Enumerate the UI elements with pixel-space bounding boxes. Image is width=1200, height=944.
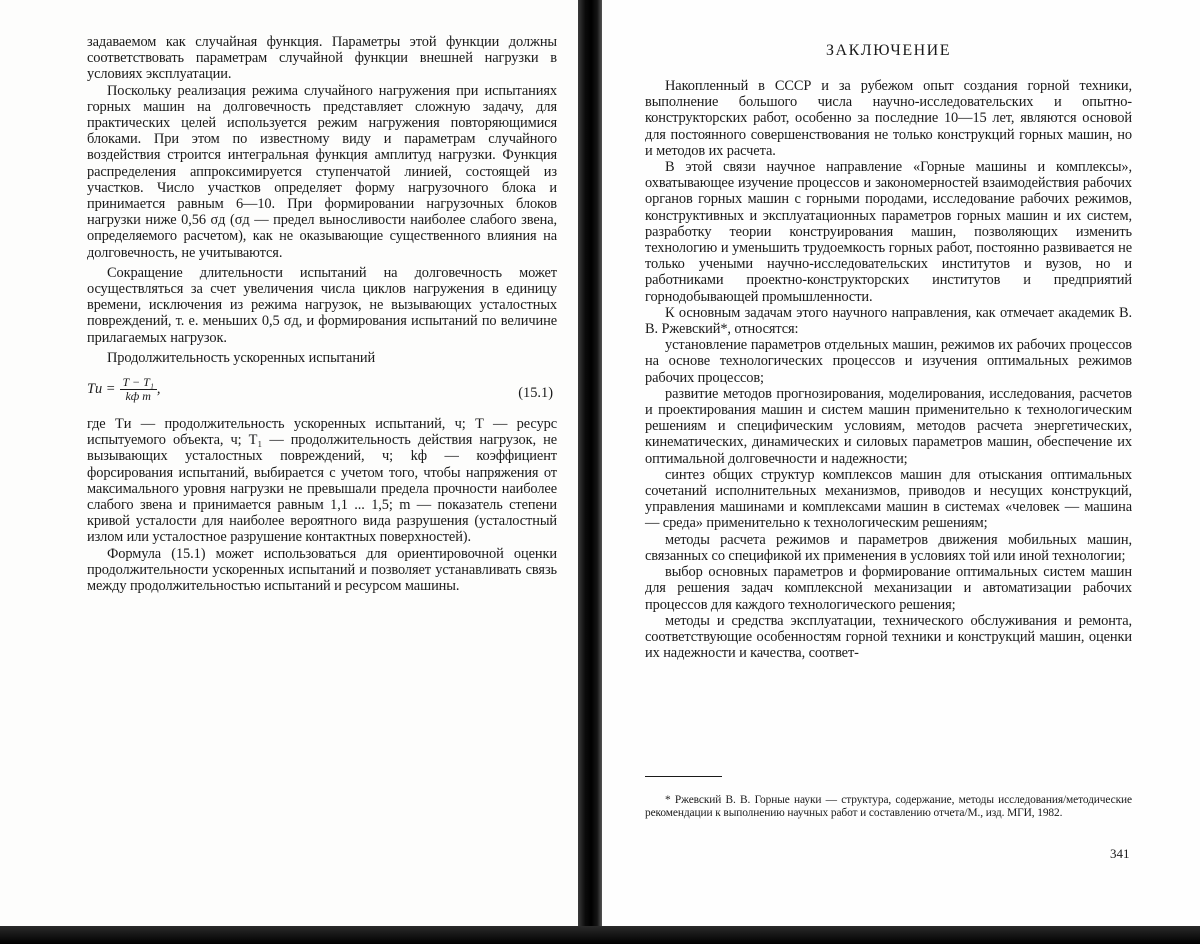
- formula-denominator: kф m: [125, 389, 151, 404]
- formula-intro: Продолжительность ускоренных испытаний: [107, 349, 376, 366]
- task-item-1: установление параметров отдельных машин, режимов их рабочих процессов на основе технологических процессов и изучения оптимальных режимов рабочих процессов;: [645, 337, 1132, 386]
- task-item-3: синтез общих структур комплексов машин для отыскания оптимальных сочетаний исполнительных механизмов, приводов и несущих конструкций, управления машинами и комплексами машин в системах «человек — машина — среда» применительно к технологическим решениям;: [645, 466, 1132, 532]
- formula-block: [87, 372, 557, 412]
- task-item-5: выбор основных параметров и формирование оптимальных систем машин для решения задач комплексной механизации и автоматизации рабочих процессов для каждого технологического решения;: [645, 564, 1132, 613]
- formula: [87, 376, 161, 403]
- left-paragraph-1: задаваемом как случайная функция. Параметры этой функции должны соответствовать параметрам случайной функции внешней нагрузки в условиях эксплуатации.: [87, 34, 557, 83]
- left-paragraph-4: где Tи — продолжительность ускоренных испытаний, ч; T — ресурс испытуемого объекта, ч; T₁ — продолжительность действия нагрузок, не вызывающих усталостных повреждений, ч; kф — коэффициент форсирования испытаний, выбирается с учетом того, чтобы напряжения от максимального уровня нагрузки не превышали предела прочности наиболее слабого звена и принимается равным 1,1 ... 1,5; m — показатель степени кривой усталости для наиболее вероятного вида разрушения (усталостный излом или усталостное разрушение контактных поверхностей).: [87, 416, 557, 546]
- task-item-2: развитие методов прогнозирования, моделирования, исследования, расчетов и проектирования машин и систем машин применительно к технологическим решениям и специфическим условиям, методов расчета энергетических, кинематических, динамических и силовых параметров машин, обеспечение их оптимальной долговечности и надежности;: [645, 385, 1132, 467]
- formula-number: (15.1): [518, 385, 553, 402]
- formula-fraction: [120, 376, 157, 403]
- task-item-4: методы расчета режимов и параметров движения мобильных машин, связанных со спецификой их применения в условиях той или иной технологии;: [645, 531, 1132, 564]
- left-text-column: [87, 34, 557, 594]
- left-paragraph-5: Формула (15.1) может использоваться для ориентировочной оценки продолжительности ускоренных испытаний и позволяет устанавливать связь между продолжительностью испытаний и ресурсом машины.: [87, 545, 557, 595]
- right-paragraph-2: В этой связи научное направление «Горные машины и комплексы», охватывающее изучение процессов и закономерностей взаимодействия рабочих органов горных машин с горными породами, исследование рабочих режимов, конструктивных и эксплуатационных параметров горных машин и их систем, разработку теории конструирования машин, позволяющих изменить технологию и уменьшить трудоемкость горных работ, постоянно развивается не только учеными научно-исследовательских институтов и вузов, но и работниками проектно-конструкторских институтов и предприятий горнодобывающей промышленности.: [645, 159, 1132, 305]
- left-paragraph-2: Поскольку реализация режима случайного нагружения при испытаниях горных машин на долговечность представляет сложную задачу, для практических целей используется режим нагружения повторяющимися блоками. При этом по известному виду и параметрам случайного воздействия строится интегральная функция амплитуд нагрузки. Функция распределения аппроксимируется ступенчатой линией, состоящей из участков. Число участков определяет форму нагрузочного блока и принимается равным 6—10. При формировании нагрузочных блоков нагрузки ниже 0,56 σд (σд — предел выносливости наиболее слабого звена, определяемого расчетом), как не оказывающие существенного влияния на долговечность, не учитываются.: [87, 82, 557, 261]
- footnote-rule: [645, 776, 722, 777]
- section-title: ЗАКЛЮЧЕНИЕ: [826, 42, 951, 59]
- task-item-6: методы и средства эксплуатации, технического обслуживания и ремонта, соответствующие особенностям горной техники и конструкций машин, оценки их надежности и качества, соответ-: [645, 612, 1132, 662]
- footnote: * Ржевский В. В. Горные науки — структура, содержание, методы исследования/методические рекомендации к выполнению научных работ и составлению отчета/М., изд. МГИ, 1982.: [645, 794, 1132, 820]
- formula-lhs: Tи =: [87, 381, 116, 398]
- right-paragraph-1: Накопленный в СССР и за рубежом опыт создания горной техники, выполнение большого числа научно-исследовательских и опытно-конструкторских работ, особенно за последние 10—15 лет, являются основой для постоянного совершенствования не только конструкций горных машин, но и методов их расчета.: [645, 78, 1132, 159]
- scan-bottom-edge: [0, 926, 1200, 944]
- formula-tail: ,: [156, 381, 161, 398]
- right-paragraph-3: К основным задачам этого научного направления, как отмечает академик В. В. Ржевский*, относятся:: [645, 304, 1132, 338]
- book-spine-shadow: [578, 0, 602, 944]
- formula-numerator: T − T₁: [120, 376, 157, 390]
- left-page: [0, 0, 588, 930]
- left-paragraph-3: Сокращение длительности испытаний на долговечность может осуществляться за счет увеличения числа циклов нагружения в единицу времени, исключения из режима нагрузок, не вызывающих усталостных повреждений, т. е. меньших 0,5 σд, и формирования испытаний по величине прилагаемых нагрузок.: [87, 264, 557, 346]
- page-number: 341: [1110, 846, 1130, 861]
- right-text-column: [645, 36, 1132, 661]
